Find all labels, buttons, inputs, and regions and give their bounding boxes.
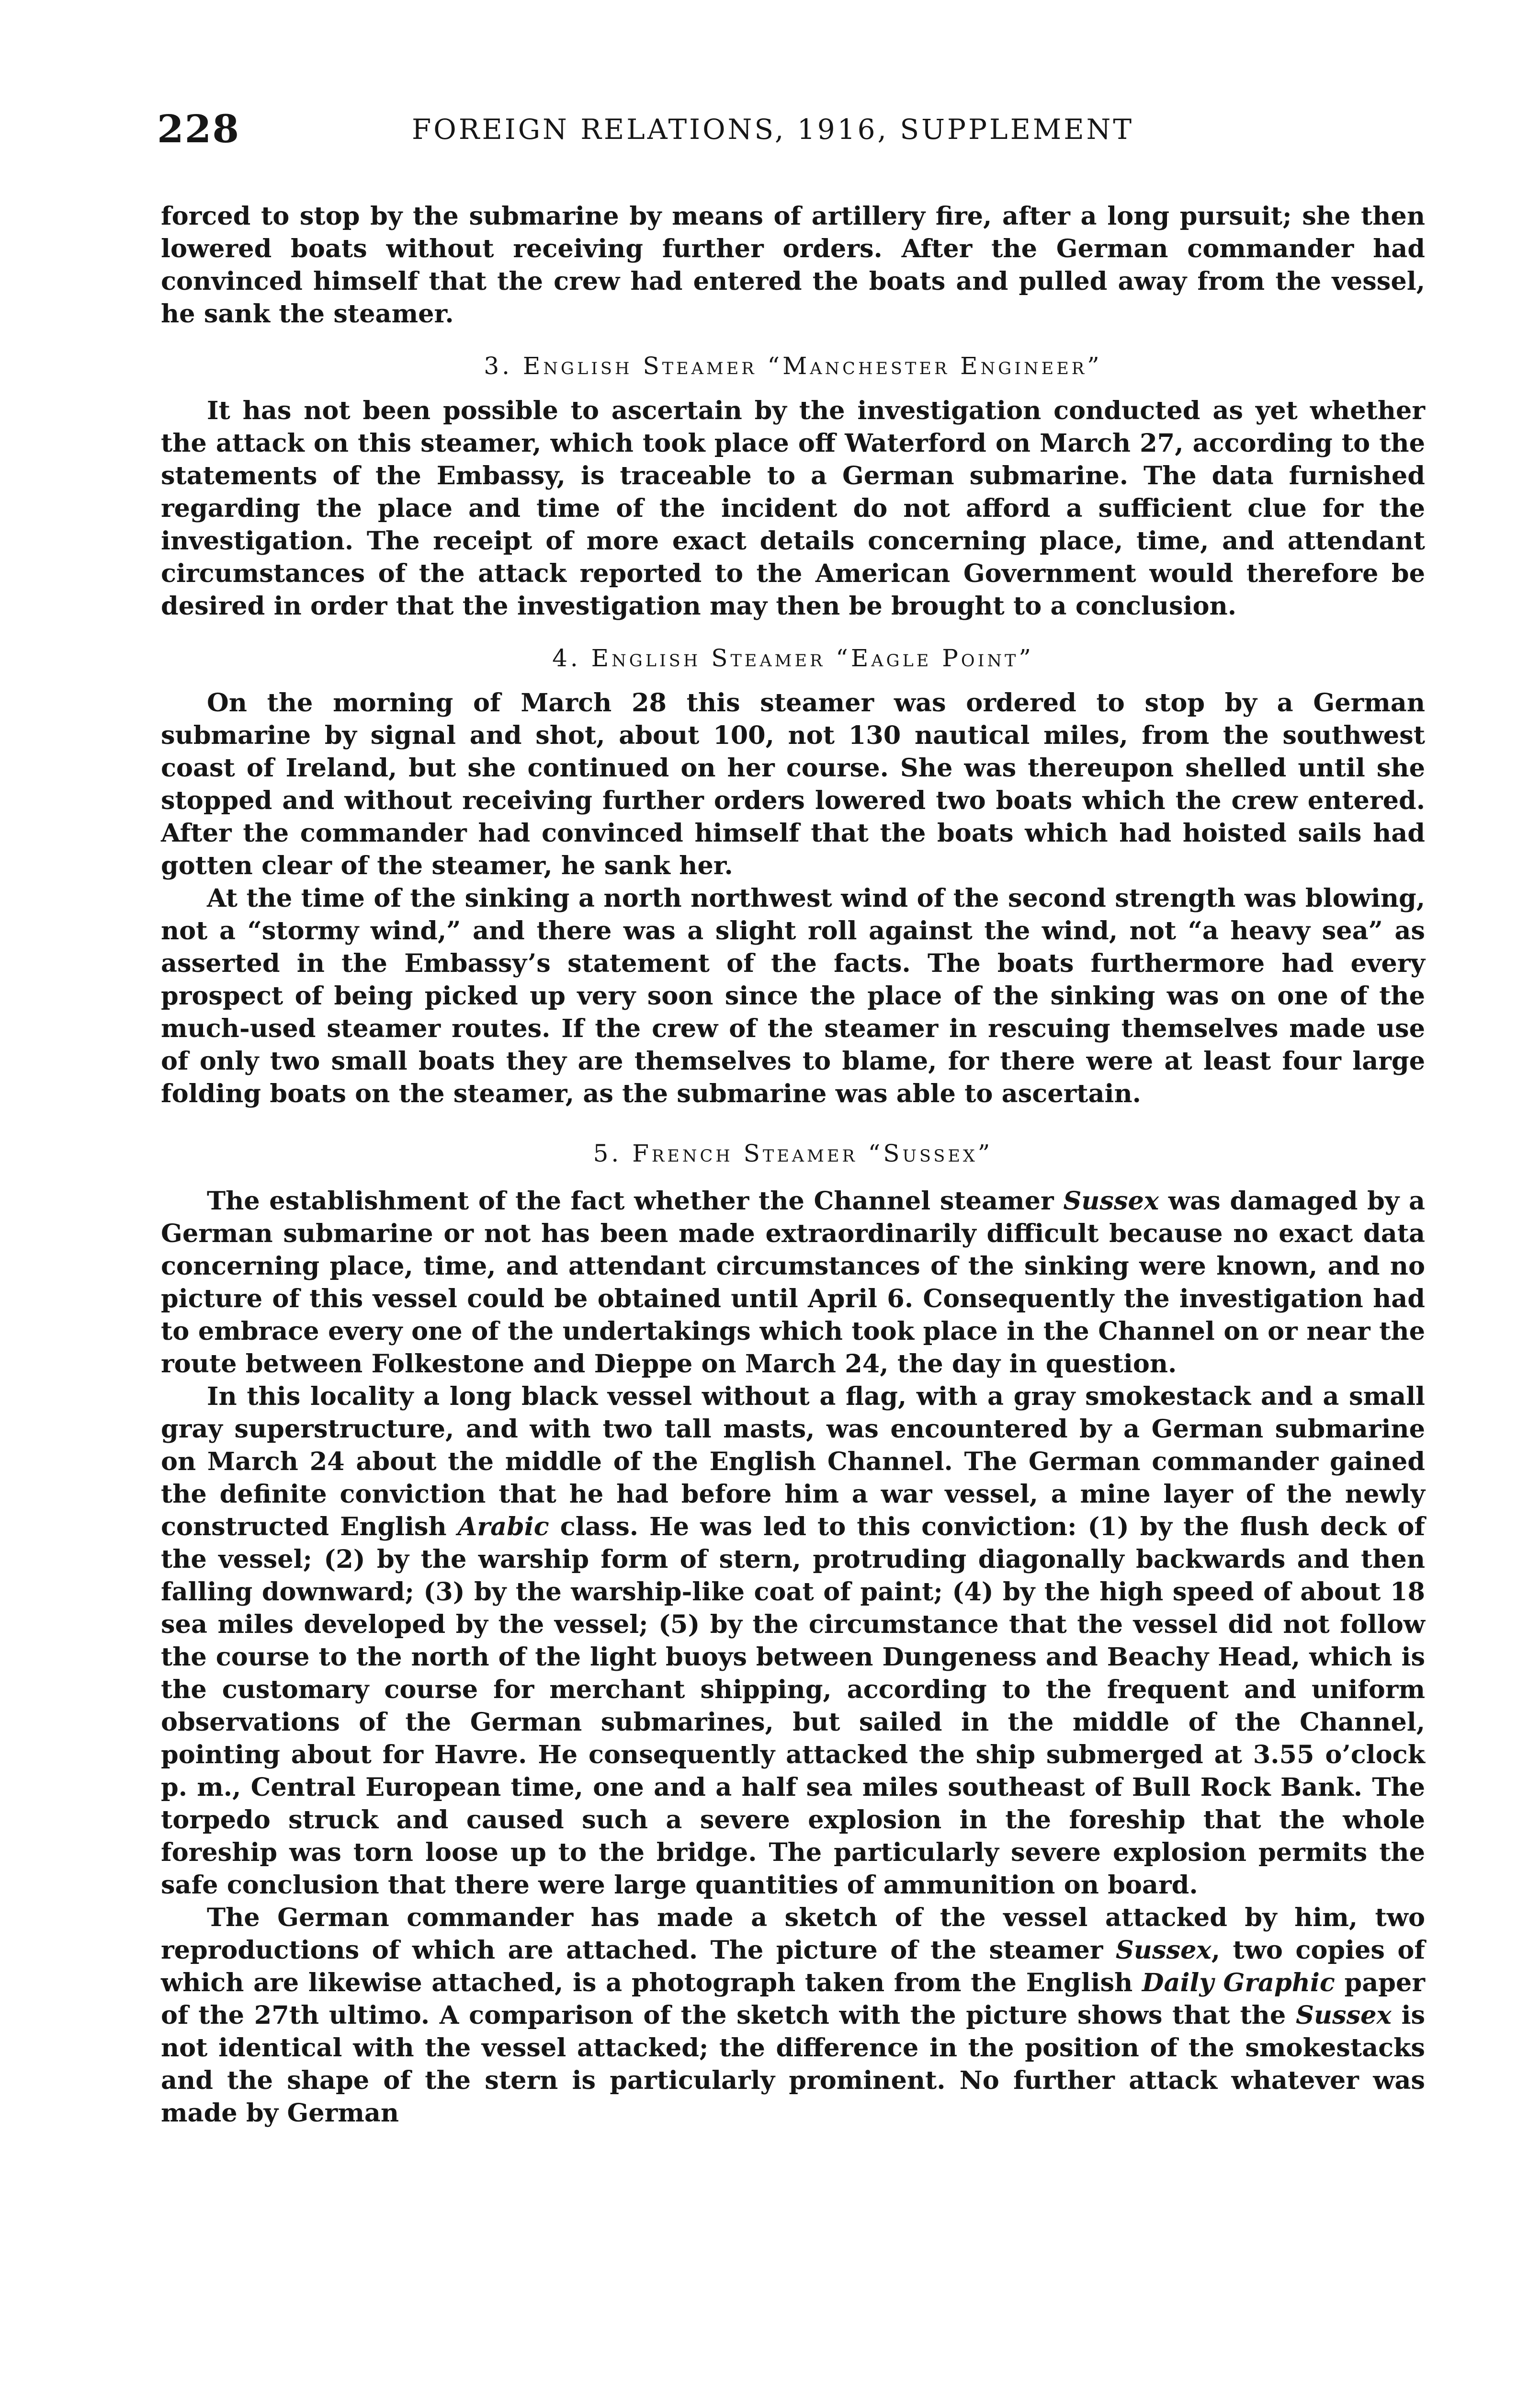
section-4-heading: 4. English Steamer “Eagle Point” [552, 644, 1034, 672]
running-title: FOREIGN RELATIONS, 1916, SUPPLEMENT [412, 113, 1134, 146]
ship-name-sussex: Sussex [1115, 1936, 1212, 1965]
section-5-heading: 5. French Steamer “Sussex” [593, 1140, 993, 1167]
intro-paragraph: forced to stop by the submarine by means of artillery fire, after a long pursuit; she then lowered boats without receiving further orders. After the German commander had convinced himself that the crew had entered the boats and pulled away from the vessel, he sank the steamer. [161, 202, 1425, 329]
newspaper-name: Daily Graphic [1142, 1968, 1335, 1997]
section-5-paragraph-2: In this locality a long black vessel without a flag, with a gray smokestack and a small gray superstructure, and with two tall masts, was encountered by a German submarine on March 24 about the middle of the English Channel. The German commander gained the definite conviction that he had before him a war vessel, a mine layer of the newly constructed English Arabic class. He was led to this conviction: (1) by the flush deck of the vessel; (2) by the warship form of stern, protruding diagonally backwards and then falling downward; (3) by the warship-like coat of paint; (4) by the high speed of about 18 sea miles developed by the vessel; (5) by the circumstance that the vessel did not follow the course to the north of the light buoys between Dungeness and Beachy Head, which is the customary course for merchant shipping, according to the frequent and uniform observations of the German submarines, but sailed in the middle of the Channel, pointing about for Havre. He consequently attacked the ship submerged at 3.55 o’clock p. m., Central European time, one and a half sea miles southeast of Bull Rock Bank. The torpedo struck and caused such a severe explosion in the foreship that the whole foreship was torn loose up to the bridge. The particularly severe explosion permits the safe conclusion that there were large quantities of ammunition on board. [161, 1382, 1425, 1900]
section-5-paragraph-3: The German commander has made a sketch of the vessel attacked by him, two reproductions of which are attached. The picture of the steamer Sussex, two copies of which are likewise attached, is a photograph taken from the English Daily Graphic paper of the 27th ultimo. A comparison of the sketch with the picture shows that the Sussex is not identical with the vessel attacked; the difference in the position of the smokestacks and the shape of the stern is particularly prominent. No further attack whatever was made by German [161, 1903, 1425, 2128]
section-4-paragraph-2: At the time of the sinking a north northwest wind of the second strength was blowing, not a “stormy wind,” and there was a slight roll against the wind, not “a heavy sea” as asserted in the Embassy’s statement of the facts. The boats furthermore had every prospect of being picked up very soon since the place of the sinking was on one of the much-used steamer routes. If the crew of the steamer in rescuing themselves made use of only two small boats they are themselves to blame, for there were at least four large folding boats on the steamer, as the submarine was able to ascertain. [161, 884, 1425, 1108]
page-header [144, 106, 1451, 169]
ship-name-sussex: Sussex [1295, 2001, 1392, 2030]
section-5-paragraph-1: The establishment of the fact whether the Channel steamer Sussex was damaged by a German submarine or not has been made extraordinarily difficult because no exact data concerning place, time, and attendant circumstances of the sinking were known, and no picture of this vessel could be obtained until April 6. Consequently the investigation had to embrace every one of the undertakings which took place in the Channel on or near the route between Folkestone and Dieppe on March 24, the day in question. [161, 1186, 1425, 1379]
section-4-paragraph-1: On the morning of March 28 this steamer was ordered to stop by a German submarine by signal and shot, about 100, not 130 nautical miles, from the southwest coast of Ireland, but she continued on her course. She was thereupon shelled until she stopped and without receiving further orders lowered two boats which the crew entered. After the commander had convinced himself that the boats which had hoisted sails had gotten clear of the steamer, he sank her. [161, 688, 1425, 880]
ship-class-arabic: Arabic [457, 1512, 549, 1541]
section-3-heading: 3. English Steamer “Manchester Engineer” [484, 352, 1102, 380]
body-text [161, 200, 1425, 2130]
page-number: 228 [157, 106, 240, 151]
ship-name-sussex: Sussex [1063, 1186, 1159, 1216]
section-3-paragraph: It has not been possible to ascertain by the investigation conducted as yet whether the attack on this steamer, which took place off Waterford on March 27, according to the statements of the Embassy, is traceable to a German submarine. The data furnished regarding the place and time of the incident do not afford a sufficient clue for the investigation. The receipt of more exact details concerning place, time, and attendant circumstances of the attack reported to the American Government would therefore be desired in order that the investigation may then be brought to a conclusion. [161, 396, 1425, 621]
